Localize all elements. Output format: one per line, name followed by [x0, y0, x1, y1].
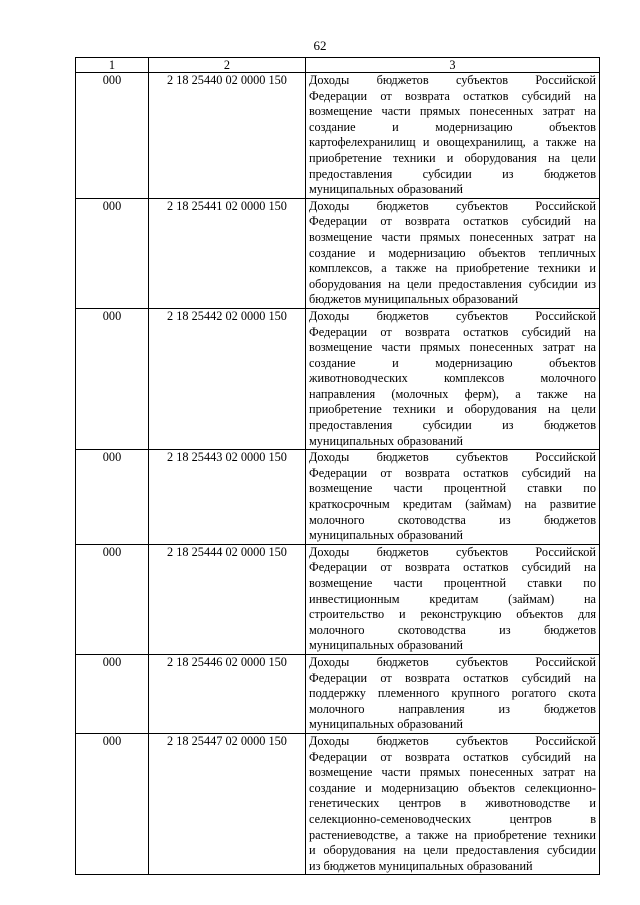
- header-cell-2: 2: [149, 58, 306, 73]
- description-line: молочного скотоводства из бюджетов: [309, 512, 596, 527]
- description-line: возмещение части прямых понесенных затрат на: [309, 765, 596, 780]
- description-line: оборудования на цели предоставления субсидии из: [309, 276, 596, 291]
- description-line: генетических центров в животноводстве и: [309, 796, 596, 811]
- kbk-code-cell: 2 18 25441 02 0000 150: [149, 198, 306, 308]
- code-cell: 000: [76, 733, 149, 874]
- description-line: приобретение техники и оборудования на цели: [309, 402, 596, 417]
- description-line: создание и модернизацию объектов тепличных: [309, 245, 596, 260]
- description-line: муниципальных образований: [309, 528, 463, 543]
- kbk-code-cell: 2 18 25440 02 0000 150: [149, 73, 306, 199]
- code-cell: 000: [76, 73, 149, 199]
- code-cell: 000: [76, 308, 149, 449]
- table-row: [76, 198, 600, 308]
- description-line: Доходы бюджетов субъектов Российской: [309, 198, 596, 213]
- description-line: предоставления субсидии из бюджетов: [309, 166, 596, 181]
- description-line: картофелехранилищ и овощехранилищ, а также на: [309, 135, 596, 150]
- description-line: возмещение части прямых понесенных затрат на: [309, 104, 596, 119]
- table-row: [76, 654, 600, 733]
- description-line: Федерации от возврата остатков субсидий на: [309, 670, 596, 685]
- description-line: из бюджетов муниципальных образований: [309, 858, 533, 873]
- description-line: молочного скотоводства из бюджетов: [309, 622, 596, 637]
- kbk-code-cell: 2 18 25444 02 0000 150: [149, 544, 306, 654]
- description-line: Доходы бюджетов субъектов Российской: [309, 733, 596, 748]
- page-number: 62: [313, 38, 327, 53]
- description-line: предоставления субсидии из бюджетов: [309, 418, 596, 433]
- table-row: [76, 308, 600, 449]
- code-cell: 000: [76, 198, 149, 308]
- description-line: животноводческих комплексов молочного: [309, 371, 596, 386]
- description-line: Доходы бюджетов субъектов Российской: [309, 654, 596, 669]
- description-line: Доходы бюджетов субъектов Российской: [309, 450, 596, 465]
- description-line: Федерации от возврата остатков субсидий на: [309, 214, 596, 229]
- description-line: возмещение части прямых понесенных затрат на: [309, 340, 596, 355]
- description-line: бюджетов муниципальных образований: [309, 292, 519, 307]
- table-row: [76, 733, 600, 874]
- description-line: создание и модернизацию объектов селекционно-: [309, 780, 596, 795]
- description-line: поддержку племенного крупного рогатого скота: [309, 686, 596, 701]
- description-line: Доходы бюджетов субъектов Российской: [309, 544, 596, 559]
- table-row: [76, 544, 600, 654]
- header-cell-1: 1: [76, 58, 149, 73]
- description-line: растениеводстве, а также на приобретение техники: [309, 827, 596, 842]
- description-line: комплексов, а также на приобретение техники и: [309, 261, 596, 276]
- description-line: строительство и реконструкцию объектов для: [309, 607, 596, 622]
- description-line: Доходы бюджетов субъектов Российской: [309, 73, 596, 87]
- description-line: возмещение части прямых понесенных затрат на: [309, 229, 596, 244]
- kbk-code-cell: 2 18 25443 02 0000 150: [149, 450, 306, 545]
- code-cell: 000: [76, 654, 149, 733]
- description-line: возмещение части процентной ставки по: [309, 576, 596, 590]
- description-line: инвестиционным кредитам (займам) на: [309, 591, 596, 606]
- description-cell: [306, 198, 600, 308]
- description-cell: [306, 544, 600, 654]
- description-line: Федерации от возврата остатков субсидий на: [309, 560, 596, 575]
- code-cell: 000: [76, 544, 149, 654]
- table-row: [76, 73, 600, 199]
- table-row: [76, 450, 600, 545]
- description-cell: [306, 733, 600, 874]
- description-line: направления (молочных ферм), а также на: [309, 386, 596, 401]
- description-line: селекционно-семеноводческих центров в: [309, 811, 596, 826]
- description-line: Федерации от возврата остатков субсидий на: [309, 88, 596, 103]
- description-line: Федерации от возврата остатков субсидий на: [309, 749, 596, 764]
- description-line: создание и модернизацию объектов: [309, 355, 596, 370]
- table-header-row: [76, 58, 600, 73]
- header-cell-3: 3: [306, 58, 600, 73]
- description-line: возмещение части процентной ставки по: [309, 481, 596, 496]
- description-cell: [306, 308, 600, 449]
- description-line: муниципальных образований: [309, 182, 463, 197]
- description-line: Доходы бюджетов субъектов Российской: [309, 308, 596, 323]
- description-line: муниципальных образований: [309, 433, 463, 448]
- kbk-code-cell: 2 18 25446 02 0000 150: [149, 654, 306, 733]
- description-line: муниципальных образований: [309, 717, 463, 732]
- code-cell: 000: [76, 450, 149, 545]
- description-line: Федерации от возврата остатков субсидий на: [309, 324, 596, 339]
- description-line: муниципальных образований: [309, 638, 463, 653]
- description-cell: [306, 73, 600, 199]
- description-line: приобретение техники и оборудования на цели: [309, 150, 596, 165]
- description-cell: [306, 450, 600, 545]
- description-line: и оборудования на цели предоставления субсидии: [309, 843, 596, 858]
- description-line: краткосрочным кредитам (займам) на развитие: [309, 497, 596, 512]
- description-cell: [306, 654, 600, 733]
- description-line: молочного направления из бюджетов: [309, 701, 596, 716]
- kbk-code-cell: 2 18 25447 02 0000 150: [149, 733, 306, 874]
- kbk-code-cell: 2 18 25442 02 0000 150: [149, 308, 306, 449]
- description-line: создание и модернизацию объектов: [309, 119, 596, 134]
- revenue-codes-table: [75, 57, 600, 875]
- description-line: Федерации от возврата остатков субсидий на: [309, 465, 596, 480]
